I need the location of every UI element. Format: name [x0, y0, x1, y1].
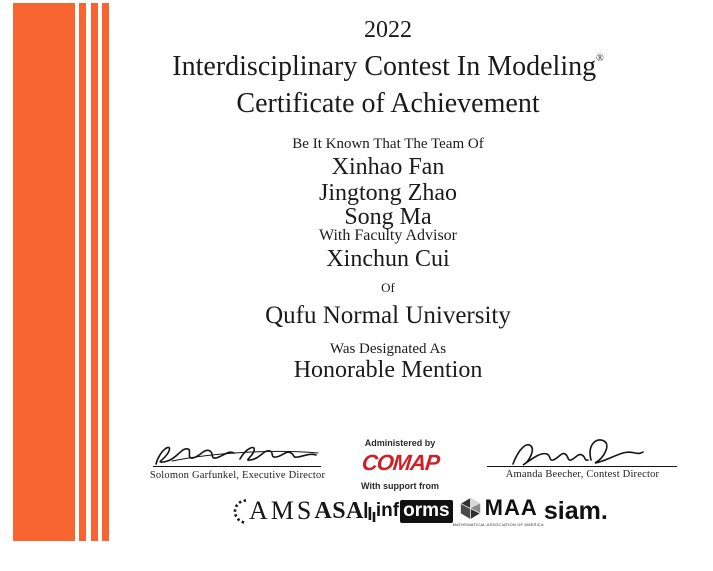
advisor-name: Xinchun Cui: [326, 246, 450, 272]
team-member-name: Jingtong Zhao: [319, 180, 457, 206]
of-label: Of: [381, 280, 395, 295]
maa-polyhedron-icon: [459, 497, 482, 520]
siam-logo: [544, 497, 608, 526]
contest-title: [112, 51, 664, 83]
asa-bars-icon: [364, 499, 376, 523]
decorative-stripe-thin-1: [79, 3, 86, 541]
comap-logo: COMAP: [360, 450, 440, 475]
sponsor-logo-row: [230, 494, 608, 528]
ams-arc-icon: [230, 498, 248, 525]
team-intro-label: Be It Known That The Team Of: [292, 136, 484, 152]
contest-title-text: Interdisciplinary Contest In Modeling: [172, 51, 597, 82]
maa-logo: [453, 495, 544, 527]
contest-director-caption: Amanda Beecher, Contest Director: [505, 469, 660, 480]
contest-year: 2022: [364, 17, 412, 43]
informs-box-label: orms: [400, 500, 452, 523]
decorative-stripe-bar: [13, 3, 75, 541]
ams-logo: [230, 496, 314, 526]
informs-logo: [376, 500, 453, 523]
ams-label: AMS: [249, 496, 315, 525]
signature-line-left: [153, 466, 321, 467]
decorative-stripe-thin-3: [102, 3, 109, 541]
designation-label: Was Designated As: [329, 341, 447, 357]
asa-logo: [314, 498, 376, 525]
team-member-name: Song Ma: [344, 204, 432, 230]
maa-subtext: MATHEMATICAL ASSOCIATION OF AMERICA: [452, 522, 544, 527]
maa-label: MAA: [484, 495, 538, 520]
siam-label: siam.: [543, 496, 608, 525]
administration-block: [340, 438, 460, 491]
beecher-signature-icon: [505, 436, 650, 468]
signature-line-right: [487, 466, 677, 467]
executive-director-caption: Solomon Garfunkel, Executive Director: [149, 470, 326, 481]
decorative-stripe-thin-2: [91, 3, 98, 541]
support-label: With support from: [361, 481, 439, 491]
asa-label: ASA: [314, 497, 364, 524]
advisor-label: With Faculty Advisor: [318, 227, 457, 244]
team-member-name: Xinhao Fan: [331, 154, 445, 180]
administered-by-label: Administered by: [364, 438, 436, 448]
certificate-subtitle: Certificate of Achievement: [236, 88, 540, 119]
institution-name: Qufu Normal University: [265, 302, 511, 329]
registered-trademark: ®: [596, 53, 604, 64]
designation-text: Honorable Mention: [293, 357, 483, 383]
informs-prefix-label: inf: [375, 500, 400, 521]
